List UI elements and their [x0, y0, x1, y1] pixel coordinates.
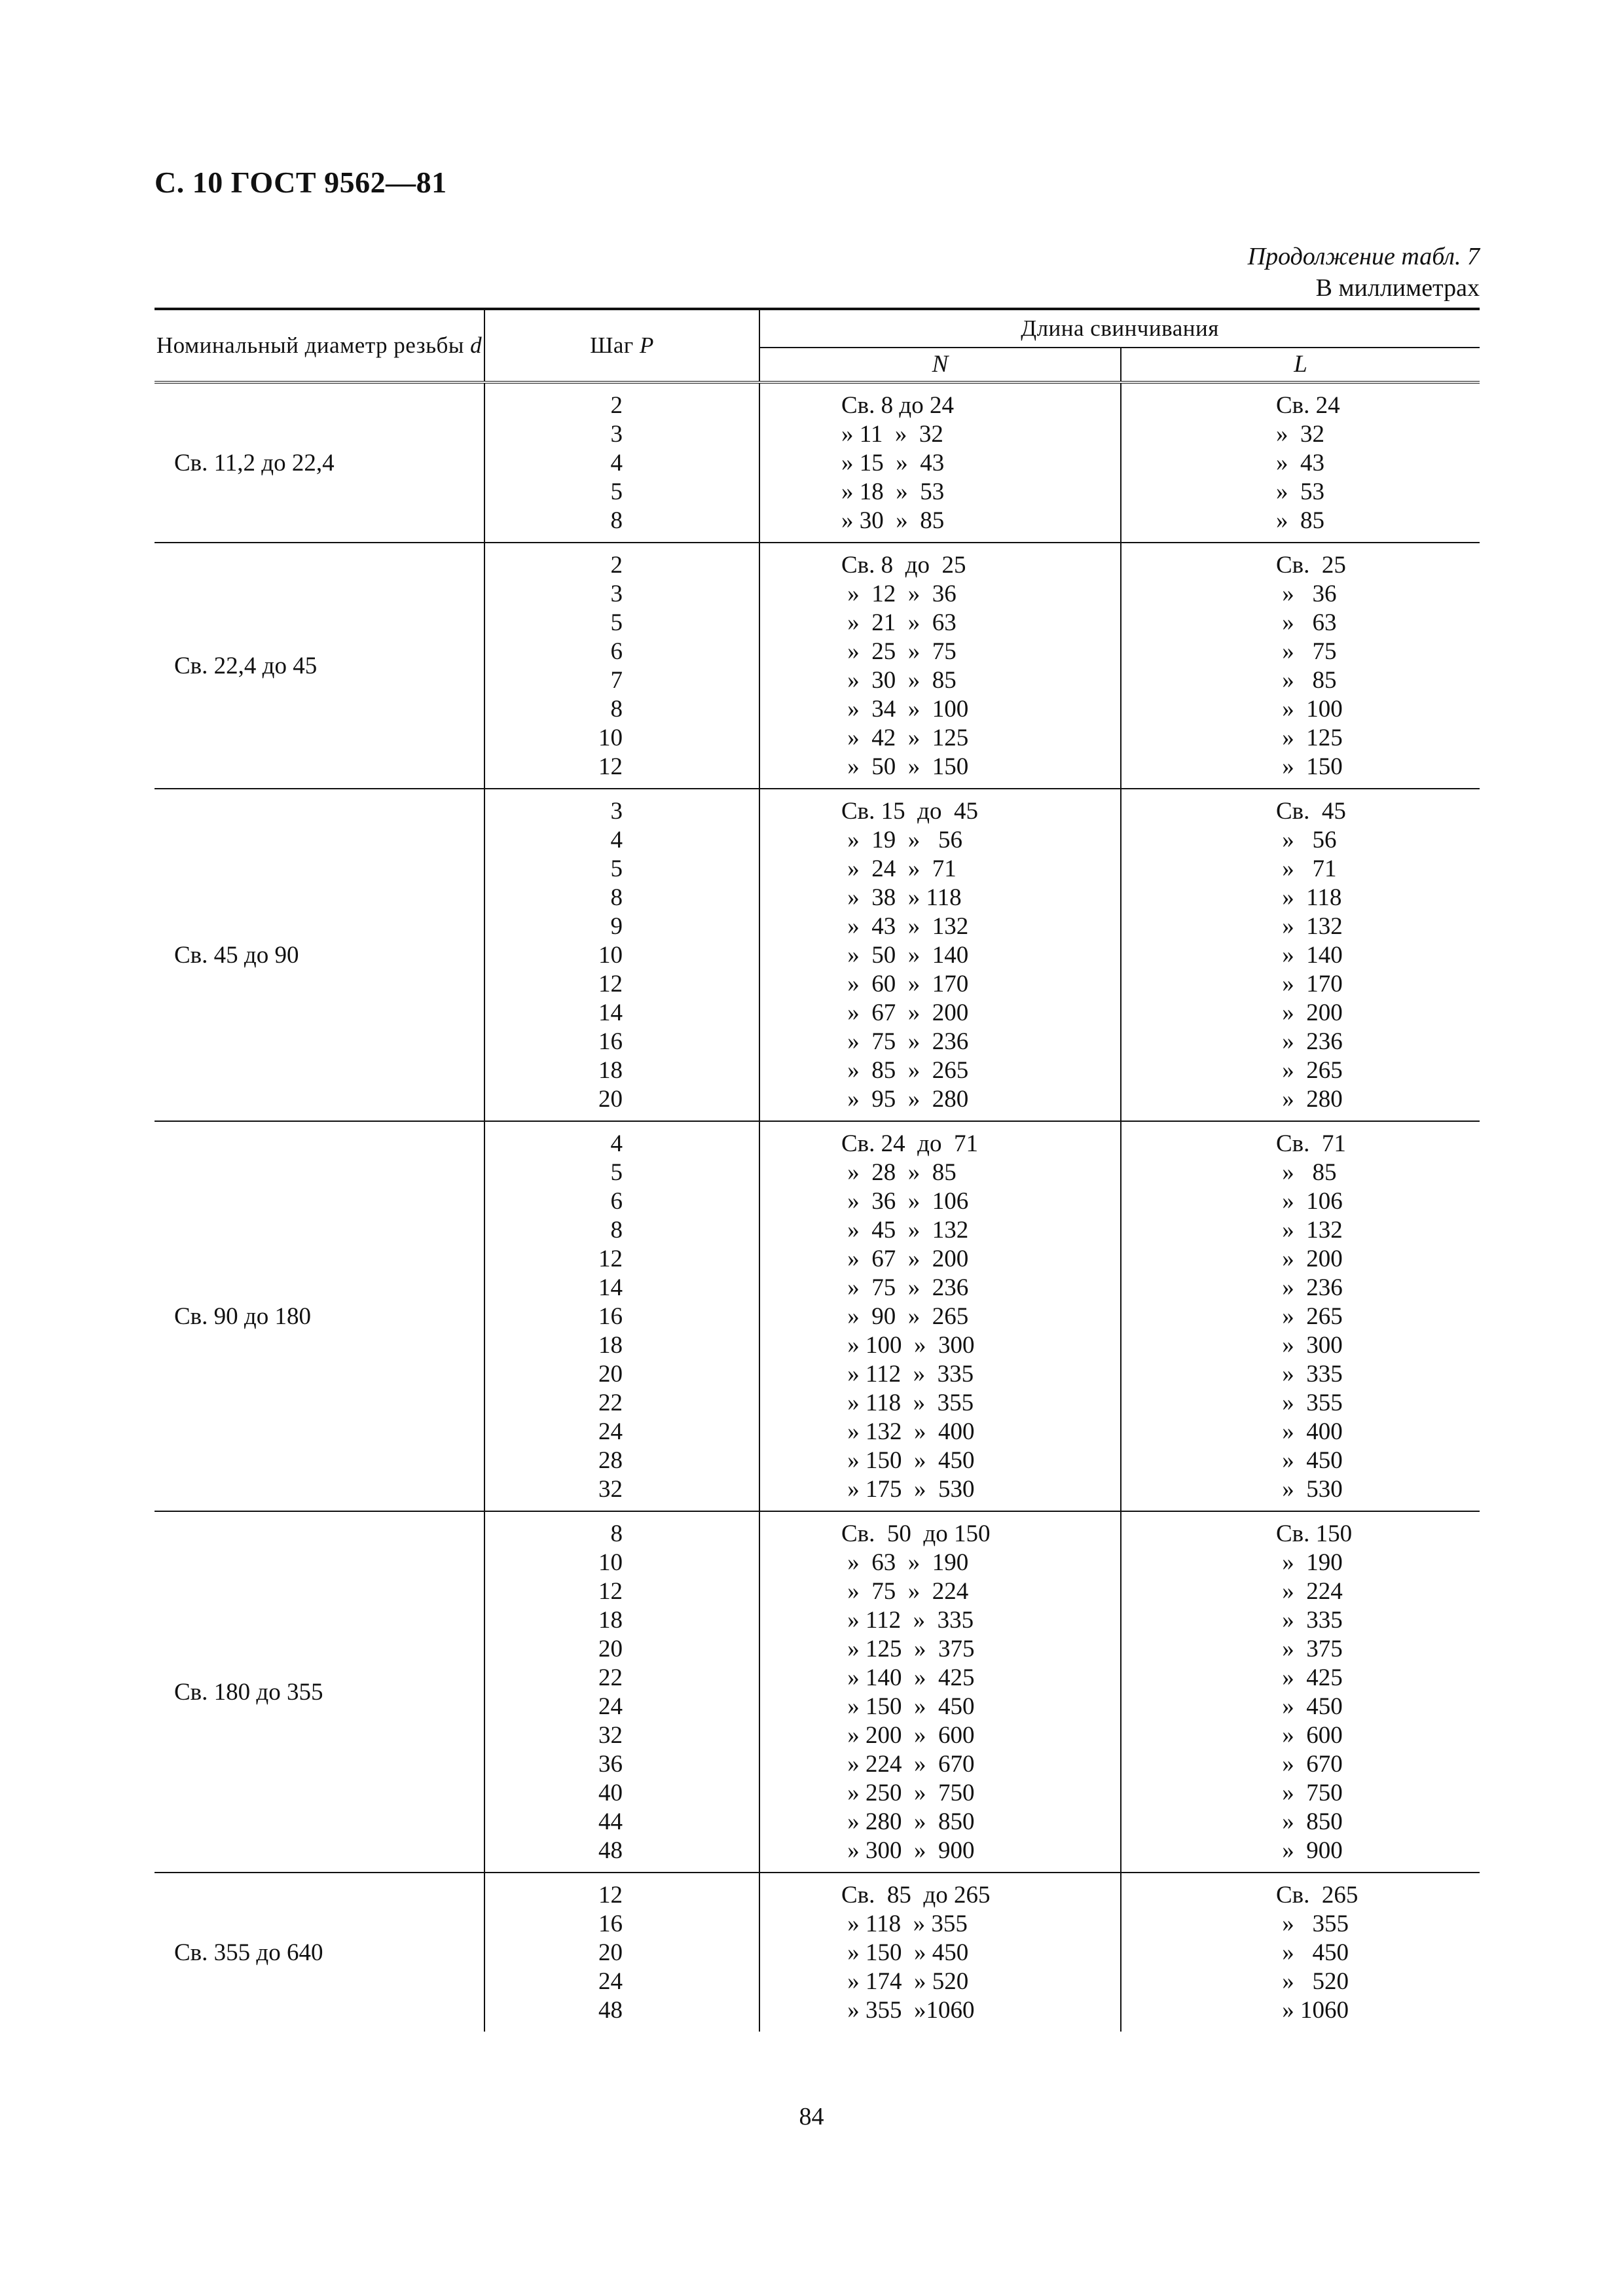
cell-pitch-value: 16	[598, 1028, 623, 1055]
cell-length-l-value: Св. 45	[1276, 798, 1346, 825]
cell-length-n-value: » 100 » 300	[841, 1332, 975, 1359]
cell-length-n-value: » 60 » 170	[841, 971, 969, 997]
cell-length-l-value: » 75	[1276, 638, 1337, 665]
cell-length-l-value: » 750	[1276, 1780, 1343, 1806]
cell-diameter: Св. 45 до 90	[155, 789, 484, 1121]
cell-pitch-value: 40	[598, 1780, 623, 1806]
cell-length-l-value: » 150	[1276, 753, 1343, 780]
cell-length-n-value: » 42 » 125	[841, 725, 969, 751]
cell-length-n-value: » 90 » 265	[841, 1303, 969, 1330]
cell-pitch-value: 5	[610, 609, 623, 636]
cell-length-l-value: » 224	[1276, 1578, 1343, 1605]
header-diameter	[155, 309, 484, 382]
cell-length-l-value: » 600	[1276, 1722, 1343, 1749]
cell-length-n-value: » 19 » 56	[841, 827, 962, 853]
cell-pitch-value: 48	[598, 1997, 623, 2024]
cell-length-n-value: » 36 » 106	[841, 1188, 969, 1215]
cell-length-l-value: » 71	[1276, 855, 1337, 882]
table-group	[155, 1511, 1480, 1873]
cell-length-l-value: » 56	[1276, 827, 1337, 853]
cell-diameter: Св. 11,2 до 22,4	[155, 382, 484, 543]
cell-pitch-value: 6	[610, 638, 623, 665]
cell-length-n-value: » 25 » 75	[841, 638, 957, 665]
cell-pitch-value: 8	[610, 1520, 623, 1547]
cell-pitch-value: 3	[610, 581, 623, 607]
cell-length-l-value: » 335	[1276, 1607, 1343, 1634]
cell-pitch-value: 36	[598, 1751, 623, 1778]
table-group	[155, 1121, 1480, 1511]
header-pitch-var: P	[640, 332, 654, 358]
cell-length-n-value: » 125 » 375	[841, 1636, 975, 1662]
cell-length-n-value: » 174 » 520	[841, 1968, 969, 1995]
cell-length-n-value: Св. 24 до 71	[841, 1130, 978, 1157]
cell-pitch-value: 22	[598, 1664, 623, 1691]
units-label: В миллиметрах	[1315, 274, 1480, 302]
thread-length-table	[155, 308, 1480, 2032]
cell-length-l-value: » 1060	[1276, 1997, 1349, 2024]
cell-pitch-value: 14	[598, 999, 623, 1026]
cell-length-n-value: » 24 » 71	[841, 855, 957, 882]
cell-length-n	[759, 1873, 1121, 2032]
cell-diameter: Св. 355 до 640	[155, 1873, 484, 2032]
cell-length-l-value: Св. 150	[1276, 1520, 1353, 1547]
cell-pitch-value: 18	[598, 1332, 623, 1359]
cell-length-n-value: » 18 » 53	[841, 478, 945, 505]
cell-pitch	[484, 1121, 759, 1511]
cell-length-n-value: » 28 » 85	[841, 1159, 957, 1186]
cell-length-n-value: Св. 8 до 25	[841, 552, 966, 579]
cell-length-l-value: » 36	[1276, 581, 1337, 607]
cell-length-n-value: » 140 » 425	[841, 1664, 975, 1691]
cell-pitch-value: 16	[598, 1910, 623, 1937]
cell-length-n-value: » 21 » 63	[841, 609, 957, 636]
cell-pitch-value: 8	[610, 884, 623, 911]
cell-length-l-value: Св. 25	[1276, 552, 1346, 579]
cell-pitch-value: 18	[598, 1057, 623, 1084]
cell-pitch-value: 20	[598, 1086, 623, 1113]
header-diameter-var: d	[470, 332, 483, 358]
cell-length-l-value: » 850	[1276, 1808, 1343, 1835]
cell-length-n	[759, 1511, 1121, 1873]
cell-pitch-value: 8	[610, 1217, 623, 1244]
cell-pitch-value: 10	[598, 1549, 623, 1576]
cell-length-n-value: » 34 » 100	[841, 696, 969, 723]
cell-pitch-value: 5	[610, 478, 623, 505]
cell-length-n-value: » 112 » 335	[841, 1607, 974, 1634]
table-row	[155, 1511, 1480, 1873]
cell-length-l-value: » 375	[1276, 1636, 1343, 1662]
cell-pitch-value: 12	[598, 753, 623, 780]
cell-length-l	[1121, 543, 1480, 789]
header-diameter-text: Номинальный диаметр резьбы	[156, 332, 464, 358]
header-n: N	[759, 348, 1121, 382]
cell-pitch	[484, 1511, 759, 1873]
cell-length-l-value: » 425	[1276, 1664, 1343, 1691]
cell-length-l	[1121, 382, 1480, 543]
cell-length-n-value: » 43 » 132	[841, 913, 969, 940]
cell-length-n-value: » 63 » 190	[841, 1549, 969, 1576]
cell-length-n-value: » 150 » 450	[841, 1693, 975, 1720]
cell-pitch-value: 32	[598, 1476, 623, 1503]
cell-pitch	[484, 543, 759, 789]
cell-length-l-value: » 236	[1276, 1274, 1343, 1301]
cell-pitch-value: 32	[598, 1722, 623, 1749]
cell-pitch	[484, 382, 759, 543]
cell-length-n-value: » 30 » 85	[841, 507, 945, 534]
cell-pitch-value: 24	[598, 1418, 623, 1445]
table-row	[155, 789, 1480, 1121]
cell-length-l-value: Св. 24	[1276, 392, 1340, 419]
cell-length-l-value: » 355	[1276, 1910, 1349, 1937]
cell-pitch-value: 4	[610, 827, 623, 853]
table-group	[155, 789, 1480, 1121]
cell-length-l-value: » 335	[1276, 1361, 1343, 1388]
cell-pitch-value: 5	[610, 1159, 623, 1186]
cell-length-n-value: Св. 85 до 265	[841, 1882, 991, 1909]
table-row	[155, 1121, 1480, 1511]
cell-pitch-value: 22	[598, 1390, 623, 1416]
cell-pitch-value: 7	[610, 667, 623, 694]
cell-pitch-value: 24	[598, 1968, 623, 1995]
cell-length-n-value: Св. 50 до 150	[841, 1520, 991, 1547]
cell-diameter: Св. 180 до 355	[155, 1511, 484, 1873]
cell-length-l-value: » 43	[1276, 450, 1324, 476]
cell-pitch	[484, 789, 759, 1121]
cell-length-l	[1121, 1873, 1480, 2032]
cell-length-l-value: » 265	[1276, 1057, 1343, 1084]
cell-pitch-value: 20	[598, 1939, 623, 1966]
cell-length-l-value: » 125	[1276, 725, 1343, 751]
cell-length-l	[1121, 789, 1480, 1121]
cell-length-n-value: » 118 » 355	[841, 1390, 974, 1416]
cell-length-l-value: » 53	[1276, 478, 1324, 505]
cell-length-n-value: » 67 » 200	[841, 999, 969, 1026]
cell-pitch-value: 20	[598, 1636, 623, 1662]
header-l: L	[1121, 348, 1480, 382]
cell-length-n-value: » 75 » 224	[841, 1578, 969, 1605]
cell-length-l-value: » 118	[1276, 884, 1342, 911]
cell-length-n-value: » 30 » 85	[841, 667, 957, 694]
cell-length-n-value: » 150 » 450	[841, 1939, 969, 1966]
table-row	[155, 382, 1480, 543]
cell-pitch-value: 2	[610, 552, 623, 579]
cell-pitch-value: 12	[598, 1246, 623, 1272]
cell-diameter: Св. 22,4 до 45	[155, 543, 484, 789]
page-number: 84	[799, 2103, 824, 2130]
cell-length-n	[759, 543, 1121, 789]
cell-length-n-value: » 85 » 265	[841, 1057, 969, 1084]
cell-pitch-value: 12	[598, 1882, 623, 1909]
cell-length-l-value: » 900	[1276, 1837, 1343, 1864]
cell-pitch-value: 12	[598, 1578, 623, 1605]
cell-length-n-value: » 50 » 140	[841, 942, 969, 969]
cell-length-l-value: » 63	[1276, 609, 1337, 636]
table-group	[155, 382, 1480, 543]
cell-length-n-value: » 118 » 355	[841, 1910, 968, 1937]
cell-pitch-value: 12	[598, 971, 623, 997]
cell-length-l	[1121, 1511, 1480, 1873]
table-row	[155, 543, 1480, 789]
cell-length-n-value: » 112 » 335	[841, 1361, 974, 1388]
cell-pitch-value: 20	[598, 1361, 623, 1388]
table-group	[155, 543, 1480, 789]
cell-length-l-value: » 170	[1276, 971, 1343, 997]
cell-pitch-value: 4	[610, 450, 623, 476]
cell-length-l-value: » 236	[1276, 1028, 1343, 1055]
cell-length-l-value: » 190	[1276, 1549, 1343, 1576]
cell-length-l-value: » 670	[1276, 1751, 1343, 1778]
cell-pitch-value: 4	[610, 1130, 623, 1157]
cell-length-n-value: » 224 » 670	[841, 1751, 975, 1778]
cell-length-l	[1121, 1121, 1480, 1511]
cell-length-n-value: Св. 15 до 45	[841, 798, 978, 825]
cell-length-n-value: » 200 » 600	[841, 1722, 975, 1749]
cell-length-n-value: » 67 » 200	[841, 1246, 969, 1272]
cell-length-l-value: » 520	[1276, 1968, 1349, 1995]
header-pitch	[484, 309, 759, 382]
cell-length-n-value: » 300 » 900	[841, 1837, 975, 1864]
cell-pitch-value: 10	[598, 942, 623, 969]
cell-length-n-value: Св. 8 до 24	[841, 392, 954, 419]
cell-length-n-value: » 150 » 450	[841, 1447, 975, 1474]
cell-diameter: Св. 90 до 180	[155, 1121, 484, 1511]
cell-length-n-value: » 280 » 850	[841, 1808, 975, 1835]
cell-length-l-value: » 200	[1276, 1246, 1343, 1272]
cell-pitch-value: 2	[610, 392, 623, 419]
cell-length-n-value: » 75 » 236	[841, 1274, 969, 1301]
cell-length-l-value: » 530	[1276, 1476, 1343, 1503]
cell-length-n-value: » 132 » 400	[841, 1418, 975, 1445]
cell-length-n	[759, 789, 1121, 1121]
cell-length-l-value: » 450	[1276, 1939, 1349, 1966]
thread-length-table-wrap	[155, 308, 1480, 2032]
header-pitch-text: Шаг	[590, 332, 634, 358]
cell-length-l-value: » 400	[1276, 1418, 1343, 1445]
cell-length-l-value: » 32	[1276, 421, 1324, 448]
cell-length-l-value: » 450	[1276, 1693, 1343, 1720]
table-header	[155, 309, 1480, 382]
cell-pitch-value: 14	[598, 1274, 623, 1301]
table-row	[155, 1873, 1480, 2032]
cell-length-n-value: » 38 » 118	[841, 884, 962, 911]
table-continuation-label: Продолжение табл. 7	[1247, 243, 1480, 270]
cell-length-l-value: » 106	[1276, 1188, 1343, 1215]
cell-length-n-value: » 75 » 236	[841, 1028, 969, 1055]
cell-length-n-value: » 50 » 150	[841, 753, 969, 780]
cell-length-n-value: » 95 » 280	[841, 1086, 969, 1113]
cell-length-l-value: » 300	[1276, 1332, 1343, 1359]
cell-pitch-value: 8	[610, 696, 623, 723]
cell-length-l-value: » 450	[1276, 1447, 1343, 1474]
cell-pitch-value: 9	[610, 913, 623, 940]
cell-length-n	[759, 1121, 1121, 1511]
cell-length-n-value: » 11 » 32	[841, 421, 943, 448]
cell-length-l-value: » 280	[1276, 1086, 1343, 1113]
cell-pitch-value: 16	[598, 1303, 623, 1330]
cell-pitch-value: 10	[598, 725, 623, 751]
cell-length-l-value: » 85	[1276, 667, 1337, 694]
cell-pitch-value: 3	[610, 421, 623, 448]
table-group	[155, 1873, 1480, 2032]
cell-pitch-value: 48	[598, 1837, 623, 1864]
cell-pitch-value: 5	[610, 855, 623, 882]
cell-length-n	[759, 382, 1121, 543]
cell-length-l-value: » 265	[1276, 1303, 1343, 1330]
header-length: Длина свинчивания	[759, 309, 1480, 348]
cell-pitch-value: 3	[610, 798, 623, 825]
cell-length-n-value: » 45 » 132	[841, 1217, 969, 1244]
cell-length-l-value: Св. 265	[1276, 1882, 1359, 1909]
cell-pitch-value: 6	[610, 1188, 623, 1215]
cell-length-l-value: » 132	[1276, 1217, 1343, 1244]
cell-length-n-value: » 12 » 36	[841, 581, 957, 607]
cell-pitch-value: 28	[598, 1447, 623, 1474]
cell-length-l-value: » 100	[1276, 696, 1343, 723]
cell-length-l-value: » 200	[1276, 999, 1343, 1026]
cell-pitch-value: 44	[598, 1808, 623, 1835]
cell-length-n-value: » 250 » 750	[841, 1780, 975, 1806]
cell-pitch	[484, 1873, 759, 2032]
cell-pitch-value: 8	[610, 507, 623, 534]
cell-length-l-value: » 132	[1276, 913, 1343, 940]
cell-length-n-value: » 175 » 530	[841, 1476, 975, 1503]
cell-pitch-value: 24	[598, 1693, 623, 1720]
cell-length-n-value: » 355 »1060	[841, 1997, 975, 2024]
cell-length-n-value: » 15 » 43	[841, 450, 945, 476]
page-header: С. 10 ГОСТ 9562—81	[155, 166, 447, 199]
cell-length-l-value: » 355	[1276, 1390, 1343, 1416]
cell-length-l-value: » 85	[1276, 1159, 1337, 1186]
cell-length-l-value: » 140	[1276, 942, 1343, 969]
cell-length-l-value: » 85	[1276, 507, 1324, 534]
cell-length-l-value: Св. 71	[1276, 1130, 1346, 1157]
cell-pitch-value: 18	[598, 1607, 623, 1634]
